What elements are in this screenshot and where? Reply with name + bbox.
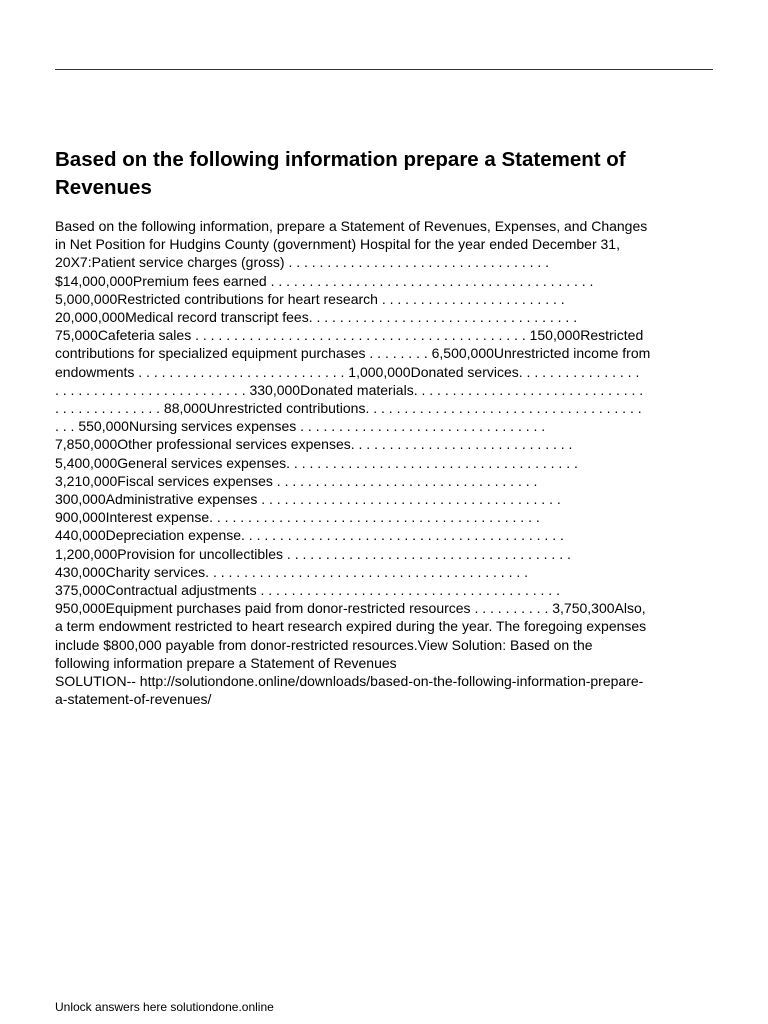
body-line: include $800,000 payable from donor-restricted resources.View Solution: Based on the [55, 636, 593, 653]
body-line: 375,000Contractual adjustments . . . . . . . . . . . . . . . . . . . . . . . . . . . . . . . . . . . . . . . [55, 582, 560, 599]
body-line: 950,000Equipment purchases paid from donor-restricted resources . . . . . . . . . . 3,750,300Also, [55, 600, 646, 617]
body-line: contributions for specialized equipment purchases . . . . . . . . 6,500,000Unrestricted income from [55, 345, 651, 362]
body-line: $14,000,000Premium fees earned . . . . . . . . . . . . . . . . . . . . . . . . . . . . . . . . . . . . . . . . . . [55, 272, 594, 289]
body-line: following information prepare a Statement of Revenues [55, 654, 397, 671]
body-line: in Net Position for Hudgins County (government) Hospital for the year ended December 31, [55, 236, 620, 253]
title-line: Based on the following information prepare a Statement of [55, 148, 626, 171]
body-line: endowments . . . . . . . . . . . . . . . . . . . . . . . . . . . 1,000,000Donated services. . . . . . . . . . . . . . . . [55, 363, 640, 380]
body-line: 3,210,000Fiscal services expenses . . . . . . . . . . . . . . . . . . . . . . . . . . . . . . . . . . [55, 472, 538, 489]
body-line: 7,850,000Other professional services expenses. . . . . . . . . . . . . . . . . . . . . . . . . . . . . [55, 436, 573, 453]
body-line: 300,000Administrative expenses . . . . . . . . . . . . . . . . . . . . . . . . . . . . . . . . . . . . . . . [55, 491, 561, 508]
body-line: a term endowment restricted to heart research expired during the year. The foregoing expenses [55, 618, 647, 635]
title-line: Revenues [55, 176, 152, 199]
footer-link-text[interactable]: Unlock answers here solutiondone.online [55, 1000, 274, 1014]
body-line: 1,200,000Provision for uncollectibles . . . . . . . . . . . . . . . . . . . . . . . . . . . . . . . . . . . . . [55, 545, 571, 562]
body-line: 430,000Charity services. . . . . . . . . . . . . . . . . . . . . . . . . . . . . . . . . . . . . . . . . . [55, 563, 529, 580]
body-line: . . . . . . . . . . . . . . . . . . . . . . . . . 330,000Donated materials. . . . . . . . . . . . . . . . . . . . . . . . . . . . . . [55, 381, 644, 398]
body-line: 20X7:Patient service charges (gross) . . . . . . . . . . . . . . . . . . . . . . . . . . . . . . . . . . [55, 254, 550, 271]
body-line: 20,000,000Medical record transcript fees. . . . . . . . . . . . . . . . . . . . . . . . . . . . . . . . . . . [55, 309, 578, 326]
body-line: SOLUTION-- http://solutiondone.online/downloads/based-on-the-following-information-prepare- [55, 673, 644, 690]
header-divider [55, 69, 713, 70]
body-line: . . . . . . . . . . . . . . 88,000Unrestricted contributions. . . . . . . . . . . . . . . . . . . . . . . . . . . . . . . . . . . . [55, 400, 642, 417]
body-line: 5,000,000Restricted contributions for heart research . . . . . . . . . . . . . . . . . . . . . . . . [55, 290, 565, 307]
body-line: a-statement-of-revenues/ [55, 691, 212, 708]
body-line: 75,000Cafeteria sales . . . . . . . . . . . . . . . . . . . . . . . . . . . . . . . . . . . . . . . . . . . 150,000Restricted [55, 327, 644, 344]
body-line: Based on the following information, prepare a Statement of Revenues, Expenses, and Changes [55, 218, 648, 234]
document-body [55, 217, 715, 708]
body-line: 440,000Depreciation expense. . . . . . . . . . . . . . . . . . . . . . . . . . . . . . . . . . . . . . . . . . [55, 527, 564, 544]
body-line: 5,400,000General services expenses. . . . . . . . . . . . . . . . . . . . . . . . . . . . . . . . . . . . . . [55, 454, 578, 471]
body-line: . . . 550,000Nursing services expenses . . . . . . . . . . . . . . . . . . . . . . . . . . . . . . . . [55, 418, 546, 435]
body-line: 900,000Interest expense. . . . . . . . . . . . . . . . . . . . . . . . . . . . . . . . . . . . . . . . . . . [55, 509, 540, 526]
document-title [55, 146, 715, 202]
